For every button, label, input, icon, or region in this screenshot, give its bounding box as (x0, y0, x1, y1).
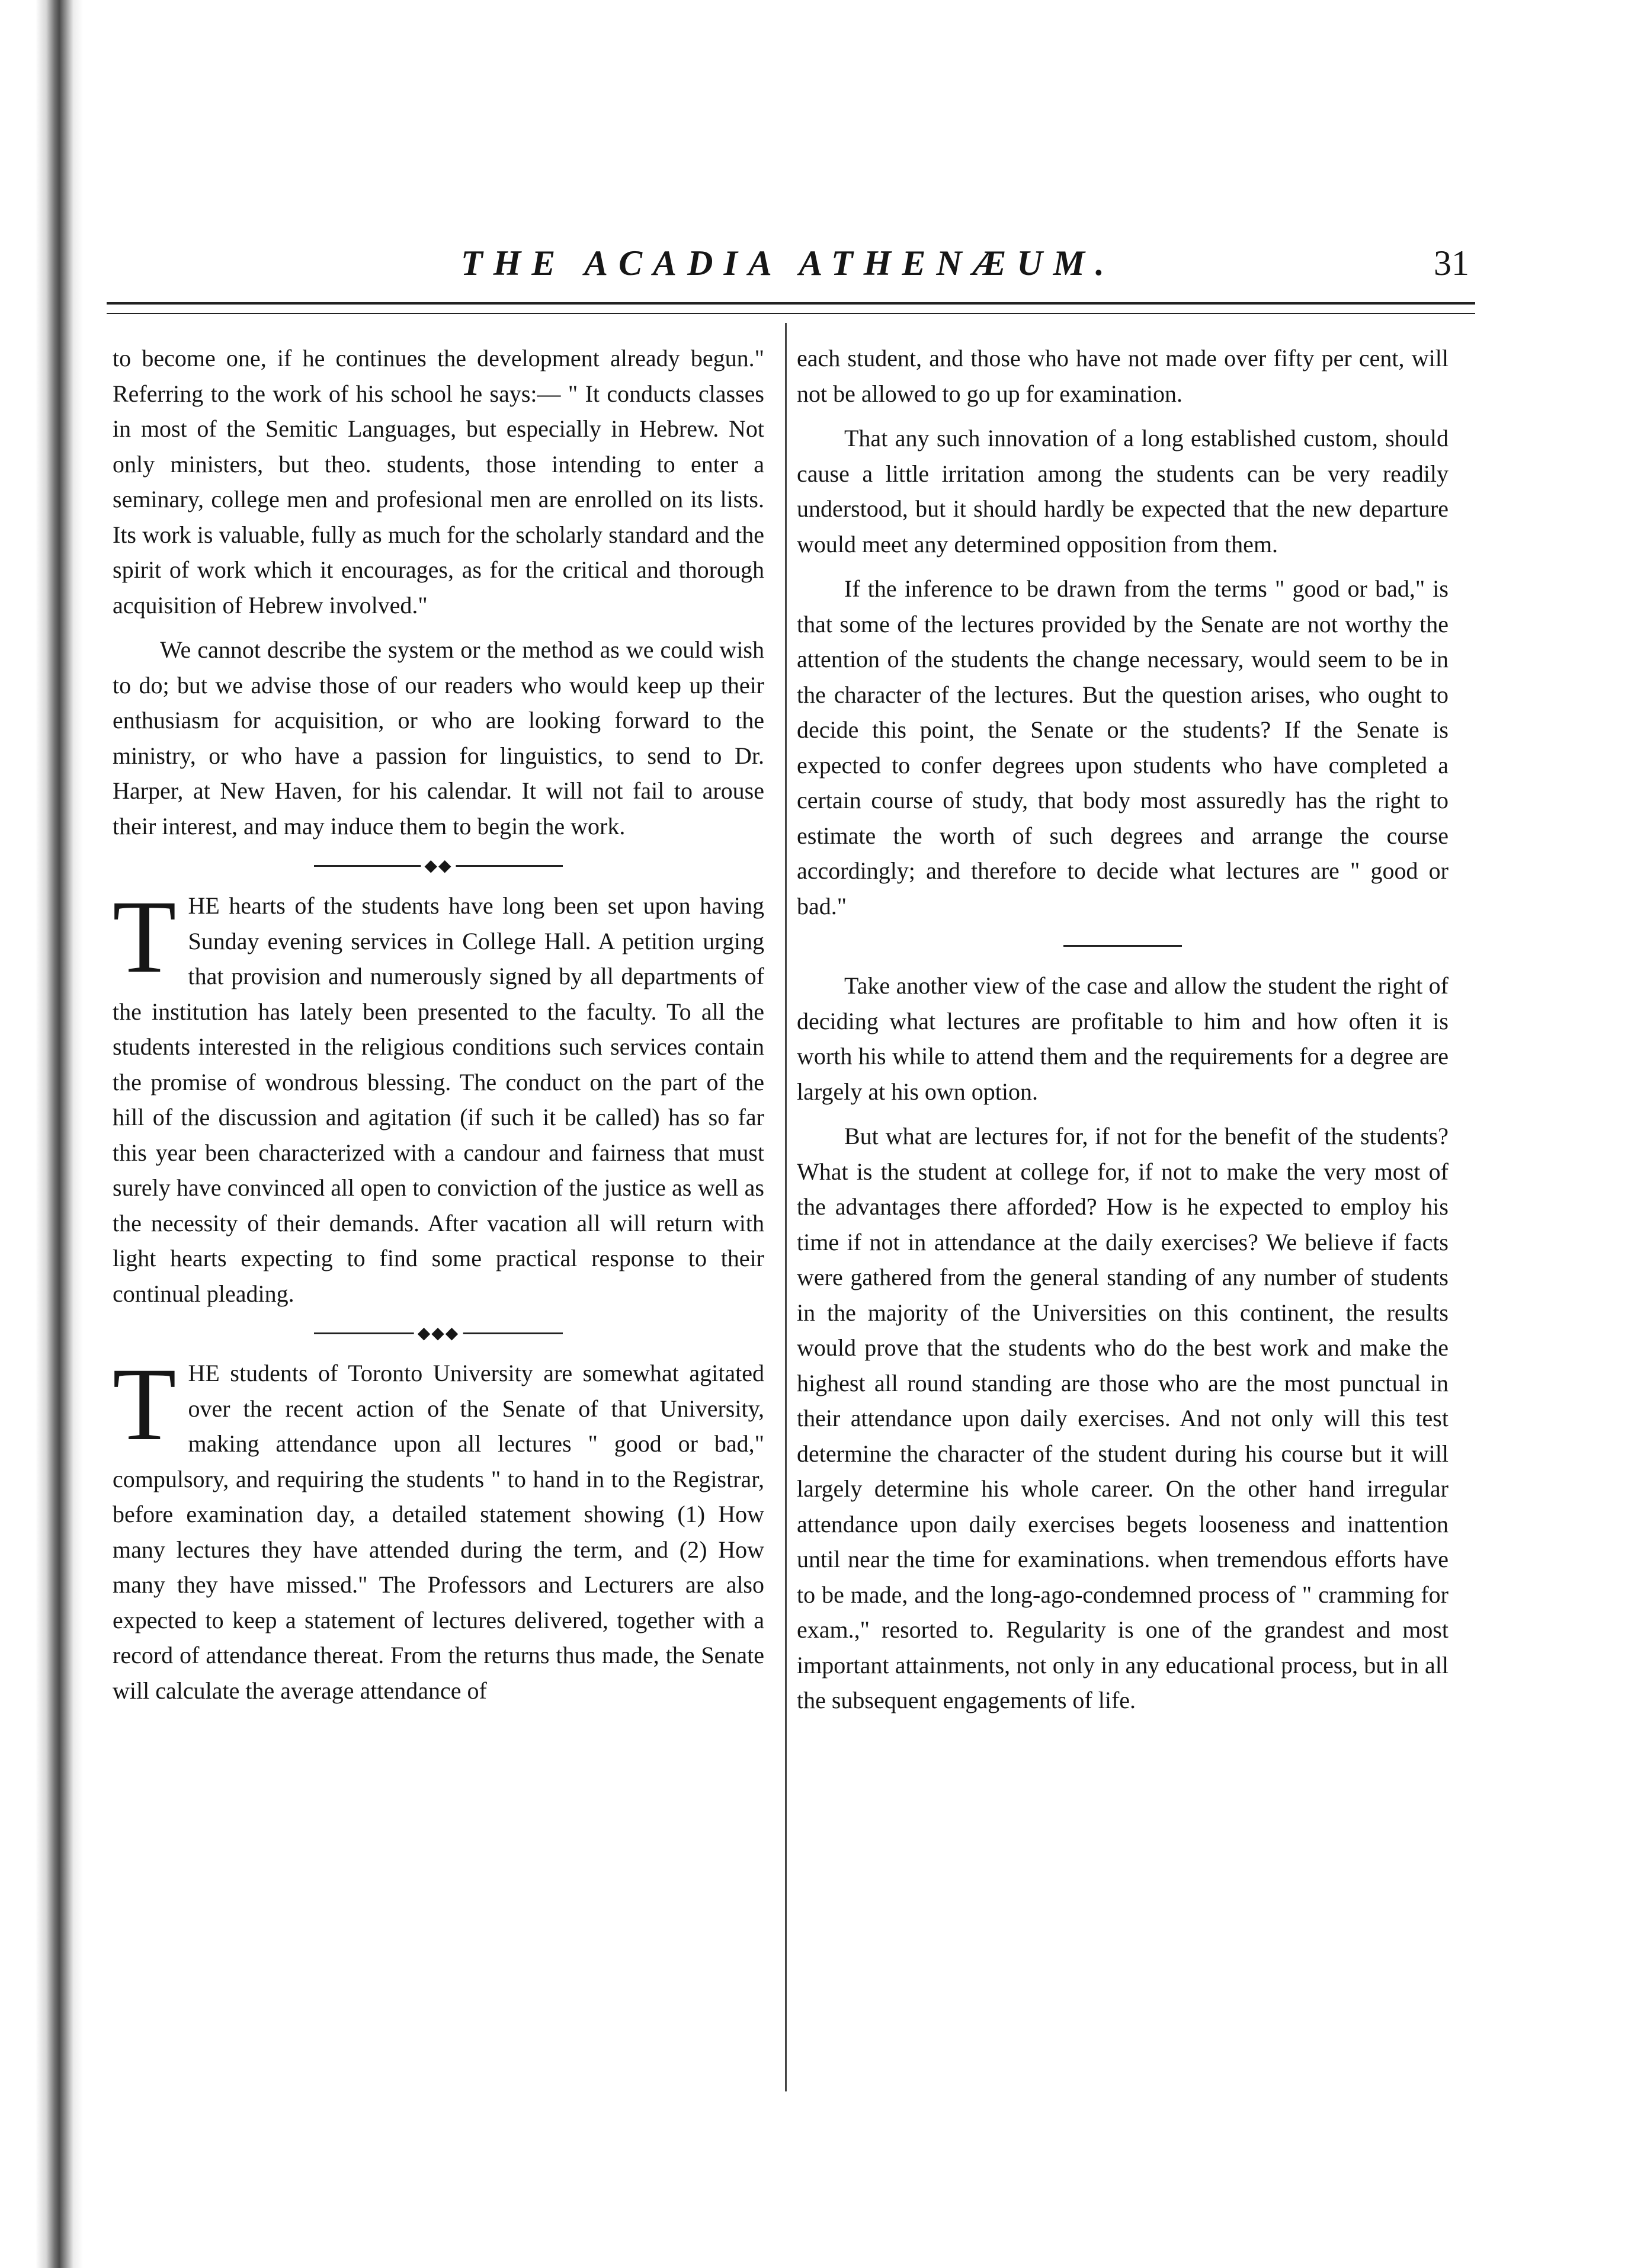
separator-ornament: ◆◆ (421, 858, 456, 874)
header-rule-thin (107, 313, 1475, 314)
paragraph: We cannot describe the system or the method as we could wish to do; but we advise those of our readers who would keep up their enthusiasm for acquisition, or who are looking forward to the ministry, or who have a passion for linguistics, to send to Dr. Harper, at New Haven, for his calendar. It will not fail to arouse their interest, and may induce them to begin the work. (113, 636, 764, 840)
paragraph-text: HE hearts of the students have long been set upon having Sunday evening services in College Hall. A petition urging that provision and numerously signed by all departments of the institution has lately been presented to the faculty. To all the students interested in the religious conditions such services contain the promise of wondrous blessing. The conduct on the part of the hill of the discussion and agitation (if such it be called) has so far this year been characterized with a candour and fairness that must surely have convinced all open to conviction of the justice as well as the necessity of their demands. After vacation all will return with light hearts expecting to find some practical response to their continual pleading. (113, 892, 764, 1307)
column-divider (785, 323, 787, 2091)
article-paragraph (113, 879, 764, 1311)
page-header (107, 243, 1469, 290)
drop-cap: T (113, 879, 177, 995)
paragraph-text: HE students of Toronto University are somewhat agitated over the recent action of the Senate of that University, making attendance upon all lectures " good or bad," compulsory, and requiring the students " to hand in to the Registrar, before examination day, a detailed statement showing (1) How many lectures they have attended during the term, and (2) How many they have missed." The Professors and Lecturers are also expected to keep a statement of lectures delivered, together with a record of attendance thereat. From the returns thus made, the Senate will calculate the average attendance of (113, 1360, 764, 1704)
drop-cap: T (113, 1347, 177, 1462)
page-number: 31 (1434, 244, 1469, 283)
paragraph: That any such innovation of a long established custom, should cause a little irritation among the students can be very readily understood, but it should hardly be expected that the new departure would meet any determined opposition from them. (797, 425, 1448, 558)
header-rule (107, 302, 1475, 305)
separator-ornament: ◆◆◆ (414, 1325, 463, 1342)
paragraph: to become one, if he continues the development already begun." Referring to the work of his school he says:— " It conducts classes in most of the Semitic Languages, but especially in Hebrew. Not only ministers, but theo. students, those intending to enter a seminary, college men and profesional men are enrolled on its lists. Its work is valuable, fully as much for the scholarly standard and the spirit of work which it encourages, as for the critical and thorough acquisition of Hebrew involved." (113, 345, 764, 619)
left-column (113, 341, 764, 1718)
article-paragraph (113, 1347, 764, 1708)
paragraph: But what are lectures for, if not for the benefit of the students? What is the student at college for, if not to make the very most of the advantages there afforded? How is he expected to employ his time if not in attendance at the daily exercises? We believe if facts were gathered from the general standing of any number of students in the majority of the Universities on this continent, the results would prove that the students who do the best work and make the highest all round standing are those who are the most punctual in their attendance upon daily exercises. And not only will this test determine the character of the student during his course but it will largely determine his whole career. On the other hand irregular attendance upon daily exercises begets looseness and inattention until near the time for examinations. when tremendous efforts have to be made, and the long-ago-condemned process of " cramming for exam.," resorted to. Regularity is one of the grandest and most important attainments, not only in any educational process, but in all the subsequent engagements of life. (797, 1123, 1448, 1713)
right-column (797, 341, 1448, 1728)
section-separator (314, 1324, 563, 1343)
binding-edge (0, 0, 83, 2268)
running-title: THE ACADIA ATHENÆUM. (460, 244, 1116, 283)
paragraph: each student, and those who have not made over fifty per cent, will not be allowed to go up for examination. (797, 345, 1448, 407)
paragraph: If the inference to be drawn from the terms " good or bad," is that some of the lectures provided by the Senate are not worthy the attention of the students the change necessary, would seem to be in the character of the lectures. But the question arises, who ought to decide this point, the Senate or the students? If the Senate is expected to confer degrees upon students who have completed a certain course of study, that body most assuredly has the right to estimate the worth of such degrees and arrange the course accordingly; and therefore to decide what lectures are " good or bad." (797, 575, 1448, 920)
paragraph: Take another view of the case and allow the student the right of deciding what lectures are profitable to him and how often it is worth his while to attend them and the requirements for a degree are largely at his own option. (797, 972, 1448, 1105)
section-separator (314, 857, 563, 875)
section-separator (1063, 945, 1182, 947)
